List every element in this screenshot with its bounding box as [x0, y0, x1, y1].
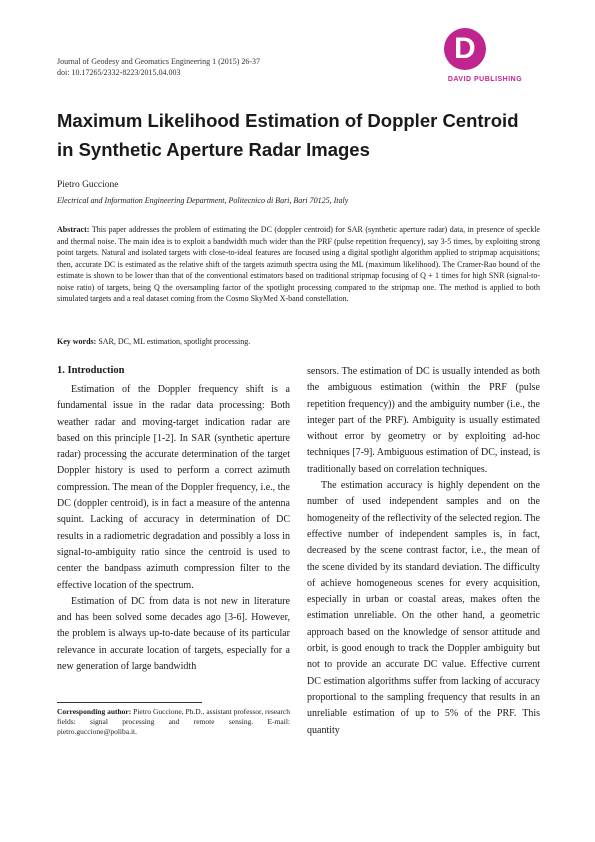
- body-paragraph: The estimation accuracy is highly dependent on the number of used independent samples and on the homogeneity of the reflectivity of the selected region. The effective number of independent samples is, in fact, decreased by the scene contrast factor, i.e., the mean of the scene divided by its standard deviation. The difficulty of achieve homogeneous scenes for every acquisition, especially in urban or coastal areas, makes often the estimation unreliable. On the other hand, a geometric approach based on the knowledge of sensor attitude and orbit, is good enough to track the Doppler ambiguity but not to provide an accurate DC value. Effective current DC estimation algorithms suffer from lacking of accuracy proportional to the sampling frequency that results in an unreliable estimation of up to 5% of the PRF. This quantity: [307, 480, 540, 736]
- keywords: [57, 337, 540, 346]
- footnote-text: Pietro Guccione, Ph.D., assistant professor, research fields: signal processing and remote sensing. E-mail: pietro.guccione@poliba.it.: [57, 707, 291, 736]
- author-name: Pietro Guccione: [57, 180, 119, 190]
- body-paragraph: Estimation of the Doppler frequency shift is a fundamental issue in the radar data processing: Both weather radar and moving-target indication radar are based on this principle [1-2]. In SAR (synthetic aperture radar) processing the accurate determination of the target Doppler history is used to perform a correct azimuth compression. The mean of the Doppler frequency, i.e., the DC (doppler centroid), is in fact a measure of the antenna squint. Lacking of accuracy in determination of DC results in a radiometric degradation and possibly a loss in signal-to-ambiguity ratio since the centroid is used to center the bandpass azimuth compression filter to the effective location of the spectrum.: [57, 384, 290, 591]
- author-affiliation: Electrical and Information Engineering Department, Politecnico di Bari, Bari 70125, Italy: [57, 196, 349, 205]
- column-right: [307, 364, 540, 739]
- keywords-text: SAR, DC, ML estimation, spotlight processing.: [98, 337, 251, 346]
- paper-title: Maximum Likelihood Estimation of Doppler Centroid in Synthetic Aperture Radar Images: [57, 110, 519, 160]
- footnote-label: Corresponding author:: [57, 707, 132, 716]
- abstract: [57, 224, 540, 305]
- doi-line: doi: 10.17265/2332-8223/2015.04.003: [57, 68, 181, 77]
- journal-header: [57, 56, 260, 78]
- column-left: [57, 364, 290, 675]
- footnote: [57, 707, 290, 737]
- keywords-label: Key words:: [57, 337, 97, 346]
- body-paragraph: sensors. The estimation of DC is usually intended as both the ambiguous estimation (within the PRF (pulse repetition frequency)) and the ambiguity number (i.e., the integer part of the PRF). Ambiguity is usually estimated without error by geometry or by exploiting ad-hoc techniques [7-9]. Ambiguous estimation of DC, instead, is traditionally based on correlation techniques.: [307, 366, 540, 475]
- logo-letter: D: [454, 32, 476, 65]
- footnote-divider: [57, 702, 202, 703]
- section-heading: 1. Introduction: [57, 365, 125, 376]
- abstract-label: Abstract:: [57, 225, 90, 234]
- logo-text: DAVID PUBLISHING: [447, 76, 523, 83]
- abstract-text: This paper addresses the problem of estimating the DC (doppler centroid) for SAR (synthetic aperture radar) data, in presence of speckle and thermal noise. The main idea is to exploit a bandwidth much wider than the PRF (pulse repetition frequency), say 3-5 times, by exploiting strong point targets. Natural and isolated targets with close-to-ideal features are focused using a digital spotlight algorithm applied to stripmap acquisitions; then, accurate DC is estimated as the relative shift of the targets azimuth spectra using the ML (maximum likelihood). The Cramer-Rao bound of the estimate is shown to be lower than that of the conventional estimators based on traditional stripmap focusing of Q + 1 times for high SNR (signal-to-noise ratio) of targets, being Q the oversampling factor of the spotlight processing compared to the stripmap one. The method is applied to both simulated targets and a real dataset coming from the Cosmo SkyMed X-band constellation.: [57, 225, 540, 303]
- publisher-logo: [430, 28, 540, 90]
- logo-circle-icon: [444, 28, 486, 70]
- journal-citation: Journal of Geodesy and Geomatics Engineering 1 (2015) 26-37: [57, 57, 261, 66]
- body-paragraph: Estimation of DC from data is not new in literature and has been solved some decades ago [3-6]. However, the problem is always up-to-date because of its particular relevance in accurate location of targets, especially for a new generation of large bandwidth: [57, 595, 290, 673]
